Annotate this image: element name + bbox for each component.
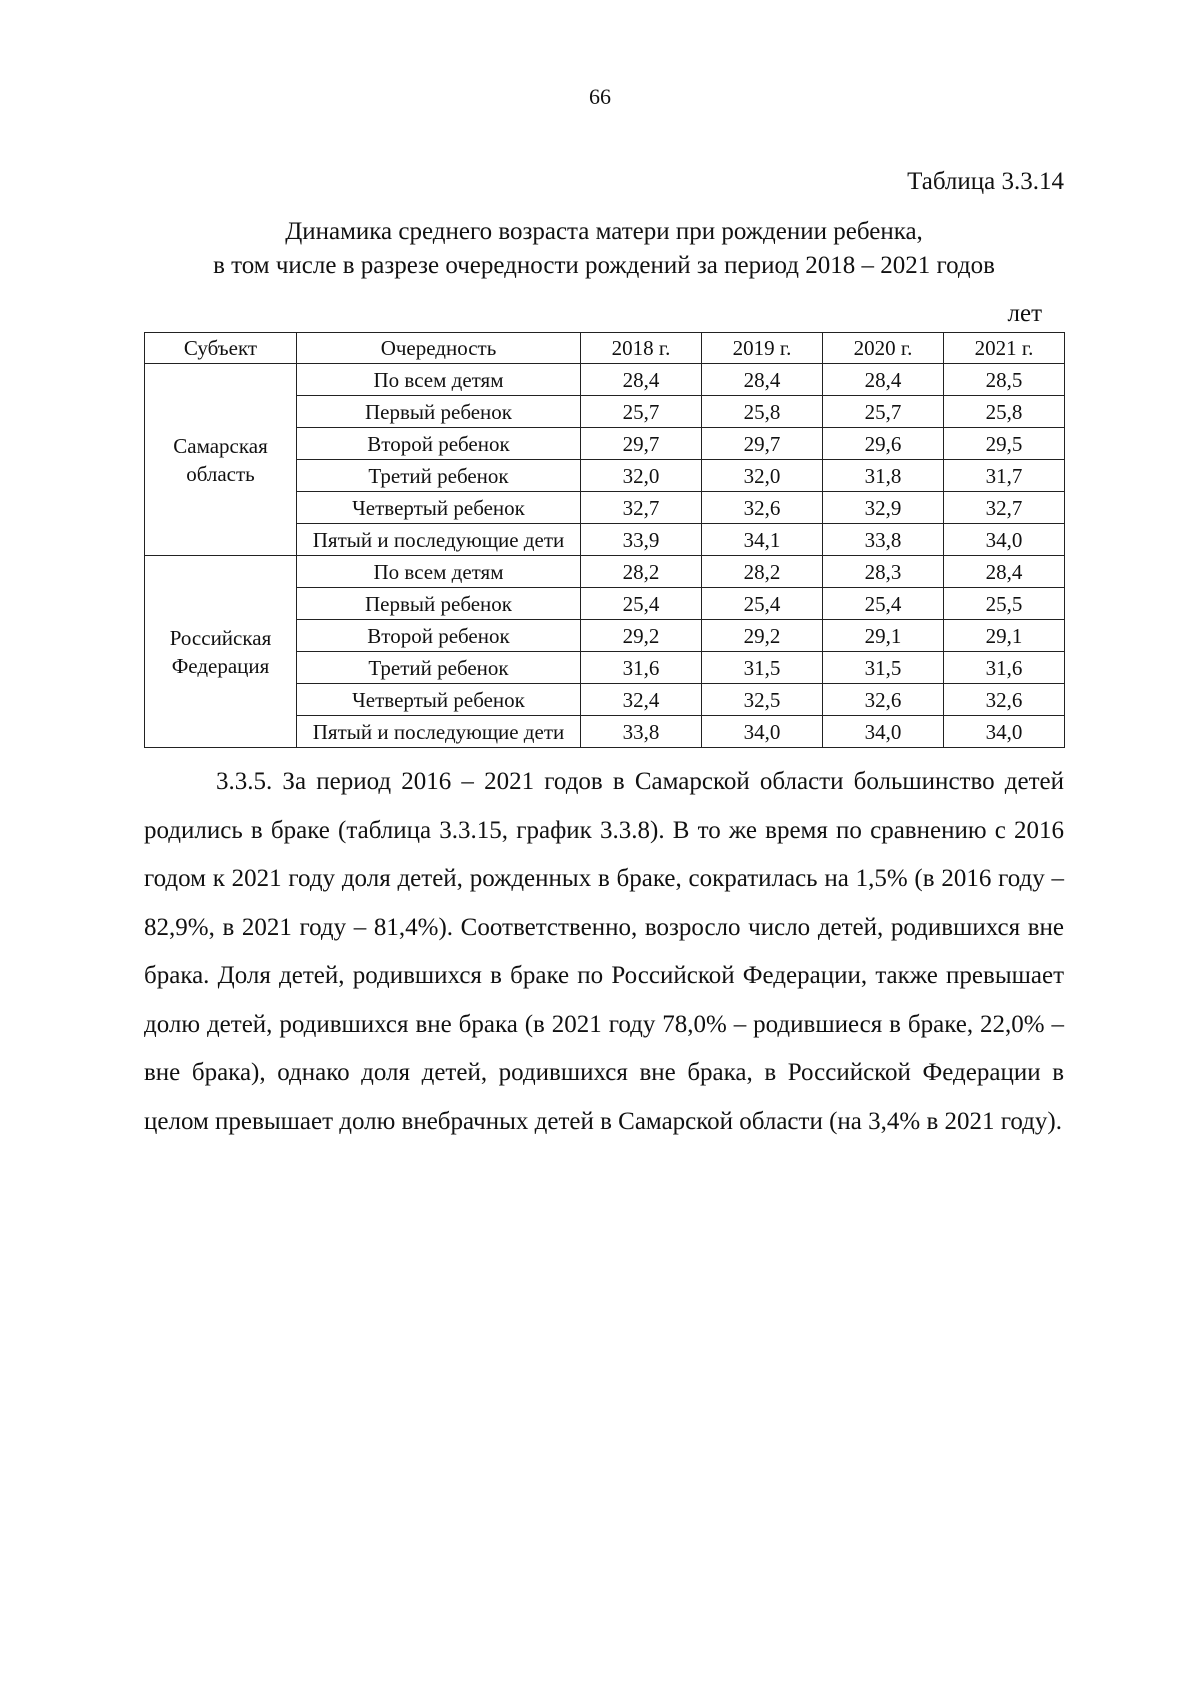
value-cell: 29,1 (944, 620, 1065, 652)
value-cell: 25,8 (702, 396, 823, 428)
value-cell: 29,5 (944, 428, 1065, 460)
order-cell: Первый ребенок (297, 396, 581, 428)
value-cell: 33,9 (581, 524, 702, 556)
value-cell: 32,4 (581, 684, 702, 716)
value-cell: 28,4 (702, 364, 823, 396)
value-cell: 25,8 (944, 396, 1065, 428)
value-cell: 31,6 (944, 652, 1065, 684)
table-title (144, 215, 1064, 283)
order-cell: Первый ребенок (297, 588, 581, 620)
value-cell: 34,1 (702, 524, 823, 556)
value-cell: 34,0 (944, 716, 1065, 748)
value-cell: 32,7 (944, 492, 1065, 524)
page-number: 66 (589, 84, 611, 109)
order-cell: Четвертый ребенок (297, 684, 581, 716)
value-cell: 29,7 (702, 428, 823, 460)
table-row (145, 364, 1065, 396)
value-cell: 32,6 (944, 684, 1065, 716)
value-cell: 29,1 (823, 620, 944, 652)
unit-label: лет (1007, 300, 1042, 327)
subject-cell (145, 364, 297, 556)
value-cell: 32,0 (702, 460, 823, 492)
value-cell: 25,4 (823, 588, 944, 620)
table-header-row (145, 333, 1065, 364)
value-cell: 31,6 (581, 652, 702, 684)
order-cell: Четвертый ребенок (297, 492, 581, 524)
order-cell: Второй ребенок (297, 428, 581, 460)
value-cell: 29,2 (581, 620, 702, 652)
data-table (144, 332, 1065, 748)
value-cell: 31,7 (944, 460, 1065, 492)
value-cell: 33,8 (823, 524, 944, 556)
order-cell: Второй ребенок (297, 620, 581, 652)
table-row (145, 556, 1065, 588)
value-cell: 32,7 (581, 492, 702, 524)
value-cell: 28,4 (581, 364, 702, 396)
value-cell: 31,5 (823, 652, 944, 684)
header-2019: 2019 г. (702, 333, 823, 364)
value-cell: 32,6 (823, 684, 944, 716)
header-2020: 2020 г. (823, 333, 944, 364)
table-title-line-1: Динамика среднего возраста матери при рождении ребенка, (285, 218, 923, 245)
value-cell: 34,0 (702, 716, 823, 748)
subject-name-line: Федерация (171, 653, 270, 678)
header-subject: Субъект (145, 333, 297, 364)
subject-name-line: Самарская (173, 433, 268, 458)
header-order: Очередность (297, 333, 581, 364)
value-cell: 32,9 (823, 492, 944, 524)
value-cell: 25,4 (702, 588, 823, 620)
order-cell: Третий ребенок (297, 460, 581, 492)
value-cell: 31,8 (823, 460, 944, 492)
value-cell: 34,0 (944, 524, 1065, 556)
value-cell: 28,2 (581, 556, 702, 588)
value-cell: 29,2 (702, 620, 823, 652)
value-cell: 25,4 (581, 588, 702, 620)
subject-name-line: область (186, 461, 255, 486)
value-cell: 25,7 (581, 396, 702, 428)
value-cell: 29,7 (581, 428, 702, 460)
value-cell: 29,6 (823, 428, 944, 460)
value-cell: 28,5 (944, 364, 1065, 396)
value-cell: 28,4 (944, 556, 1065, 588)
order-cell: По всем детям (297, 364, 581, 396)
value-cell: 28,2 (702, 556, 823, 588)
value-cell: 28,4 (823, 364, 944, 396)
value-cell: 31,5 (702, 652, 823, 684)
subject-name-line: Российская (169, 625, 272, 650)
value-cell: 28,3 (823, 556, 944, 588)
value-cell: 32,0 (581, 460, 702, 492)
value-cell: 32,6 (702, 492, 823, 524)
table-title-line-2: в том числе в разрезе очередности рождений за период 2018 – 2021 годов (213, 252, 995, 279)
subject-cell (145, 556, 297, 748)
order-cell: Пятый и последующие дети (297, 524, 581, 556)
header-2018: 2018 г. (581, 333, 702, 364)
header-2021: 2021 г. (944, 333, 1065, 364)
table-label: Таблица 3.3.14 (907, 168, 1064, 195)
value-cell: 34,0 (823, 716, 944, 748)
body-paragraph: 3.3.5. За период 2016 – 2021 годов в Самарской области большинство детей родились в браке (таблица 3.3.15, график 3.3.8). В то же время по сравнению с 2016 годом к 2021 году доля детей, рожденных в браке, сократилась на 1,5% (в 2016 году – 82,9%, в 2021 году – 81,4%). Соответственно, возросло число детей, родившихся вне брака. Доля детей, родившихся в браке по Российской Федерации, также превышает долю детей, родившихся вне брака (в 2021 году 78,0% – родившиеся в браке, 22,0% – вне брака), однако доля детей, родившихся вне брака, в Российской Федерации в целом превышает долю внебрачных детей в Самарской области (на 3,4% в 2021 году). (144, 768, 1064, 1135)
value-cell: 25,5 (944, 588, 1065, 620)
order-cell: По всем детям (297, 556, 581, 588)
value-cell: 33,8 (581, 716, 702, 748)
value-cell: 25,7 (823, 396, 944, 428)
value-cell: 32,5 (702, 684, 823, 716)
order-cell: Третий ребенок (297, 652, 581, 684)
order-cell: Пятый и последующие дети (297, 716, 581, 748)
